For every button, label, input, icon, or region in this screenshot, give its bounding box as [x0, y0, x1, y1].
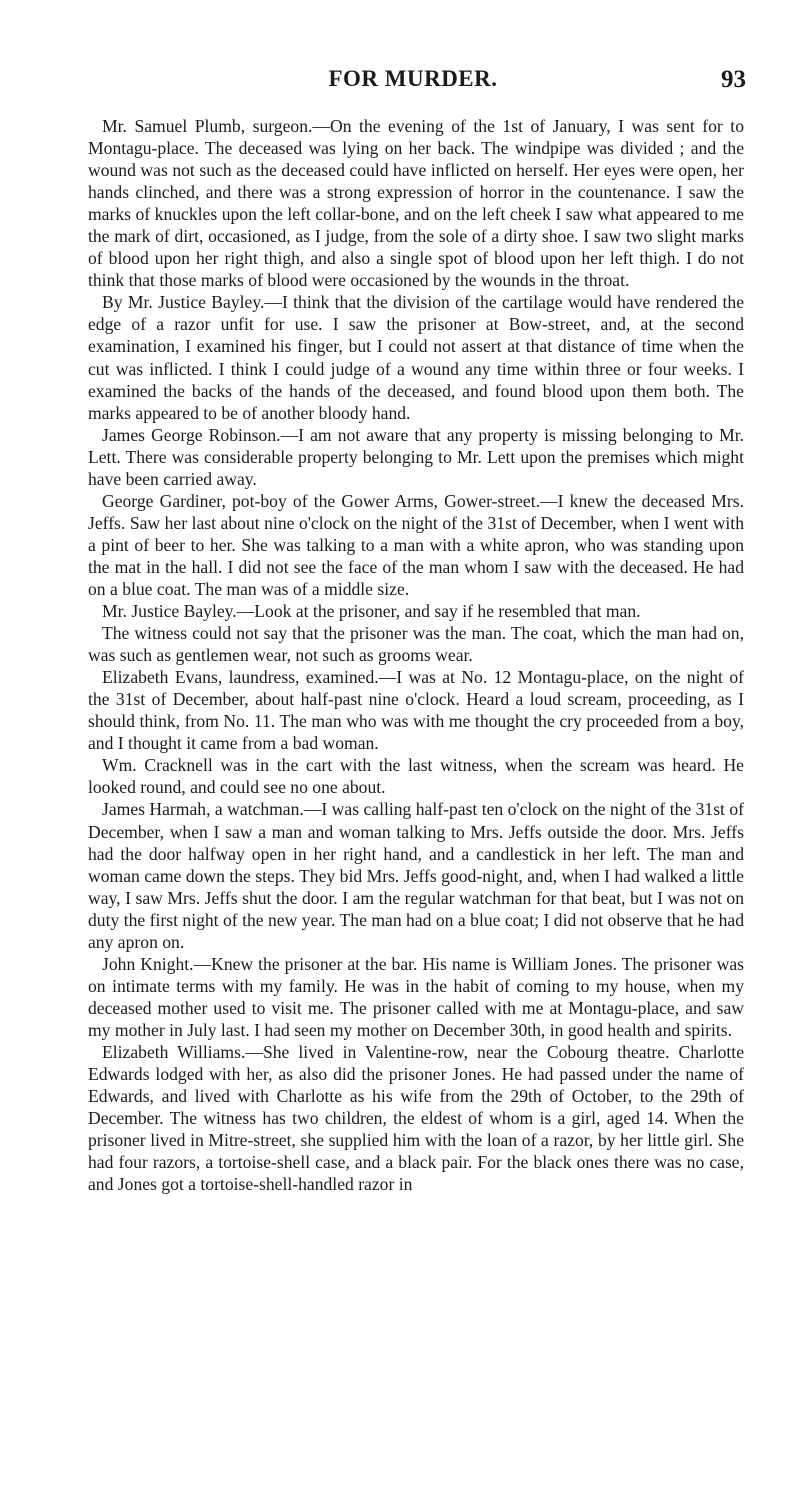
running-head — [80, 66, 746, 106]
paragraph-williams-testimony: Elizabeth Williams.—She lived in Valentine-row, near the Cobourg theatre. Charlotte Edwards lodged with her, as also did the prisoner Jones. He had passed under the name of Edwards, and lived with Charlotte as his wife from the 29th of October, to the 29th of December. The witness has two children, the eldest of whom is a girl, aged 14. When the prisoner lived in Mitre-street, she supplied him with the loan of a razor, by her little girl. She had four razors, a tortoise-shell case, and a black pair. For the black ones there was no case, and Jones got a tortoise-shell-handled razor in — [88, 1041, 744, 1195]
paragraph-harmah-testimony: James Harmah, a watchman.—I was calling half-past ten o'clock on the night of the 31st of December, when I saw a man and woman talking to Mrs. Jeffs outside the door. Mrs. Jeffs had the door halfway open in her right hand, and a candlestick in her left. The man and woman came down the steps. They bid Mrs. Jeffs good-night, and, when I had walked a little way, I saw Mrs. Jeffs shut the door. I am the regular watchman for that beat, but I was not on duty the first night of the new year. The man had on a blue coat; I did not observe that he had any apron on. — [88, 799, 744, 952]
paragraph-cracknell-testimony: Wm. Cracknell was in the cart with the last witness, when the scream was heard. He looked round, and could see no one about. — [88, 755, 744, 798]
paragraph-gardiner-testimony: George Gardiner, pot-boy of the Gower Arms, Gower-street.—I knew the deceased Mrs. Jeffs. Saw her last about nine o'clock on the night of the 31st of December, when I went with a pint of beer to her. She was talking to a man with a white apron, who was standing upon the mat in the hall. I did not see the face of the man whom I saw with the deceased. He had on a blue coat. The man was of a middle size. — [88, 490, 744, 599]
page-number: 93 — [721, 66, 746, 93]
paragraph-knight-testimony: John Knight.—Knew the prisoner at the bar. His name is William Jones. The prisoner was on intimate terms with my family. He was in the habit of coming to my house, when my deceased mother used to visit me. The prisoner called with me at Montagu-place, and saw my mother in July last. I had seen my mother on December 30th, in good health and spirits. — [88, 953, 744, 1040]
paragraph-robinson-testimony: James George Robinson.—I am not aware that any property is missing belonging to Mr. Lett. There was considerable property belonging to Mr. Lett upon the premises which might have been carried away. — [88, 424, 744, 489]
paragraph-bayley-question: By Mr. Justice Bayley.—I think that the division of the cartilage would have rendered the edge of a razor unfit for use. I saw the prisoner at Bow-street, and, at the second examination, I examined his finger, but I could not assert at that distance of time when the cut was inflicted. I think I could judge of a wound any time within three or four weeks. I examined the backs of the hands of the deceased, and found blood upon them both. The marks appeared to be of another bloody hand. — [88, 292, 744, 423]
paragraph-evans-testimony: Elizabeth Evans, laundress, examined.—I was at No. 12 Montagu-place, on the night of the 31st of December, about half-past nine o'clock. Heard a loud scream, proceeding, as I should think, from No. 11. The man who was with me thought the cry proceeded from a boy, and I thought it came from a bad woman. — [88, 667, 744, 754]
body-text — [88, 115, 744, 1195]
running-title: FOR MURDER. — [328, 66, 498, 91]
paragraph-bayley-instruction: Mr. Justice Bayley.—Look at the prisoner, and say if he resembled that man. — [102, 601, 641, 622]
paragraph-plumb-testimony: Mr. Samuel Plumb, surgeon.—On the evening of the 1st of January, I was sent for to Montagu-place. The deceased was lying on her back. The windpipe was divided ; and the wound was not such as the deceased could have inflicted on herself. Her eyes were open, her hands clinched, and there was a strong expression of horror in the countenance. I saw the marks of knuckles upon the left collar-bone, and on the left cheek I saw what appeared to me the mark of dirt, occasioned, as I judge, from the sole of a dirty shoe. I saw two slight marks of blood upon her right thigh, and also a single spot of blood upon her left thigh. I do not think that those marks of blood were occasioned by the wounds in the throat. — [88, 116, 744, 291]
paragraph-witness-response: The witness could not say that the prisoner was the man. The coat, which the man had on, was such as gentlemen wear, not such as grooms wear. — [88, 623, 744, 666]
